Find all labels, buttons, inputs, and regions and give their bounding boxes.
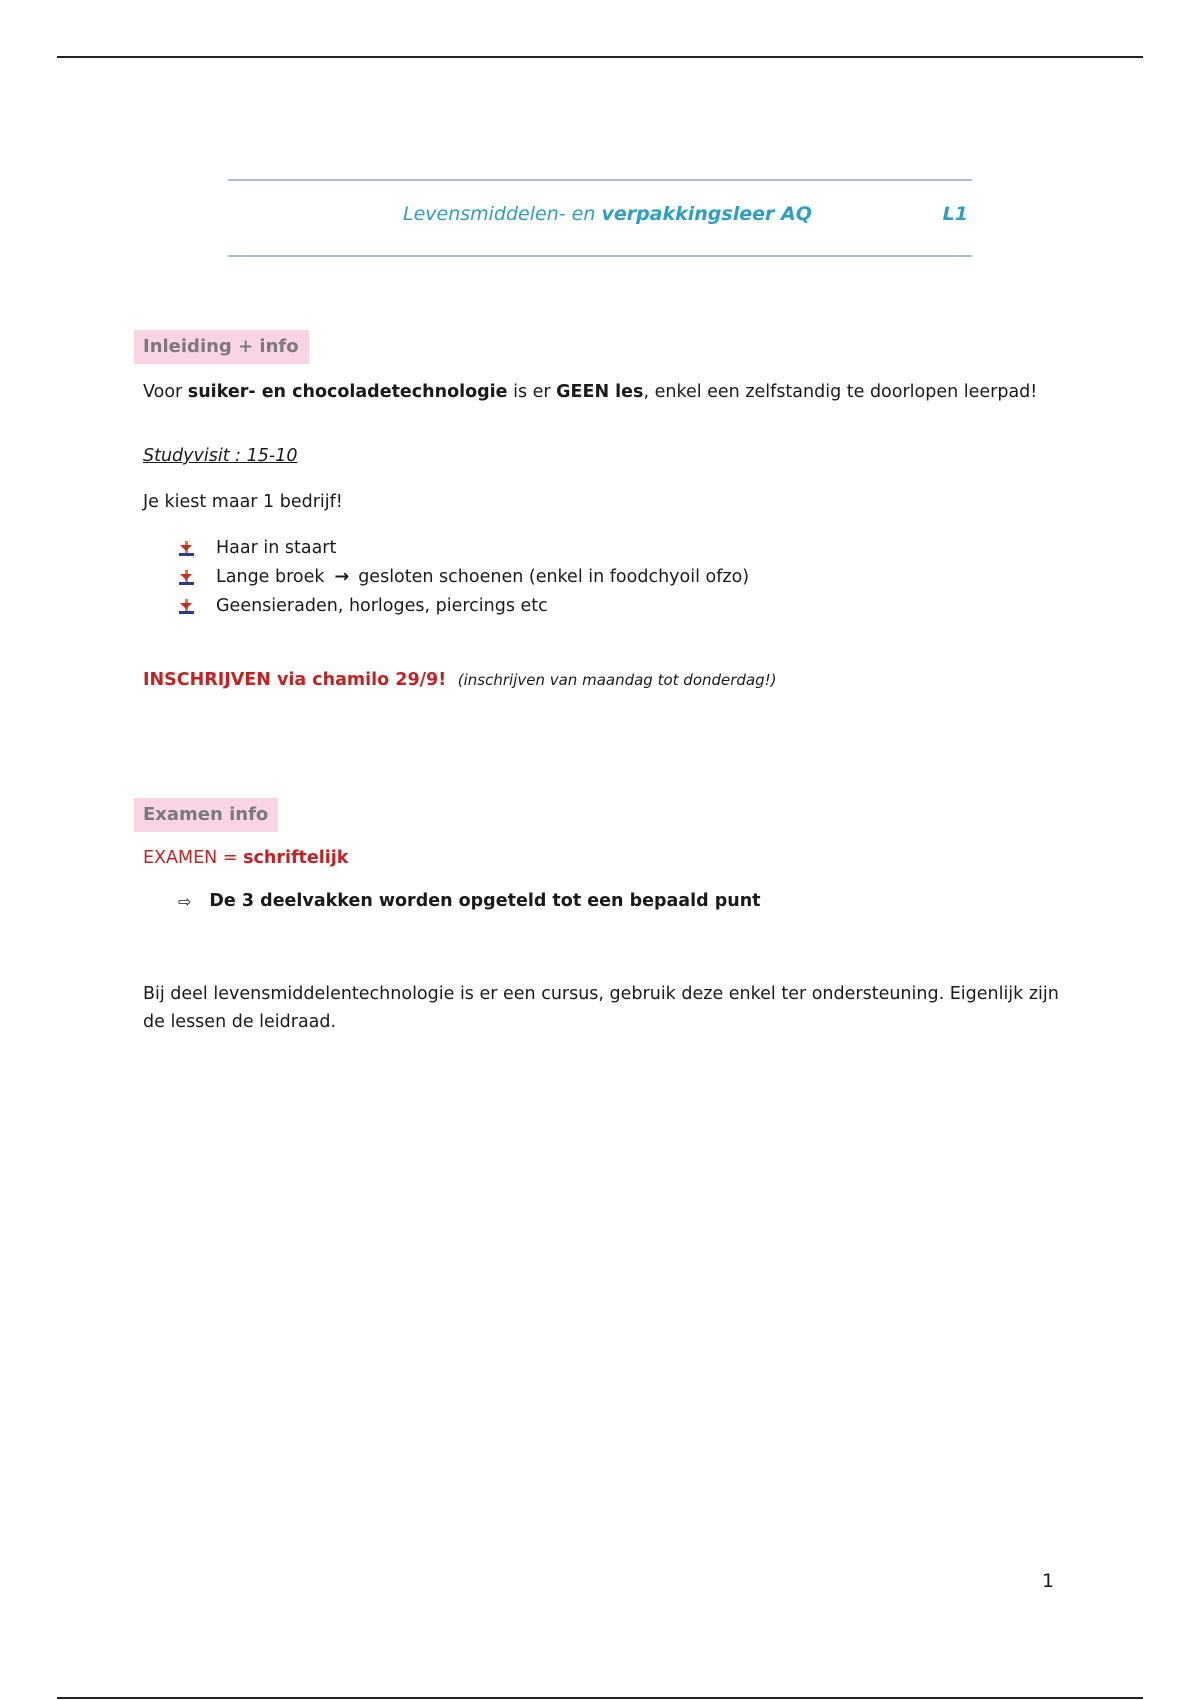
- exam-value: schriftelijk: [243, 848, 349, 868]
- list-item: [178, 591, 749, 620]
- signup-notice: [143, 670, 777, 690]
- choose-company-text: Je kiest maar 1 bedrijf!: [143, 492, 343, 512]
- course-paragraph-line: de lessen de leidraad.: [143, 1012, 337, 1032]
- title-prefix: Levensmiddelen- en: [403, 203, 602, 225]
- studyvisit-heading: Studyvisit : 15-10: [143, 446, 298, 466]
- intro-text-1: Voor: [143, 382, 188, 402]
- hollow-arrow-icon: ⇨: [178, 891, 192, 911]
- intro-paragraph: [143, 378, 1037, 406]
- document-title-box: [228, 179, 972, 257]
- list-item-text: Lange broek: [216, 566, 325, 587]
- intro-text-3: , enkel een zelfstandig te doorlopen leerpad!: [643, 382, 1038, 402]
- document-title: [403, 203, 812, 225]
- title-bold: verpakkingsleer AQ: [601, 203, 812, 225]
- intro-text-2: is er: [507, 382, 557, 402]
- exam-sub-point: [178, 891, 761, 911]
- intro-bold-1: suiker- en chocoladetechnologie: [187, 382, 508, 402]
- right-arrow-icon: →: [334, 566, 350, 587]
- dress-code-list: [178, 533, 749, 620]
- course-paragraph-line: Bij deel levensmiddelentechnologie is er een cursus, gebruik deze enkel ter ondersteuning. Eigenlijk zijn: [143, 984, 1059, 1004]
- footer-rule: [57, 1697, 1143, 1699]
- signup-bold: INSCHRIJVEN via chamilo 29/9!: [143, 670, 447, 690]
- bullet-icon: [178, 539, 196, 557]
- course-paragraph: [143, 980, 1059, 1036]
- section-heading-exam: Examen info: [134, 798, 278, 832]
- list-item: [178, 533, 749, 562]
- bullet-icon: [178, 568, 196, 586]
- sub-point-text: De 3 deelvakken worden opgeteld tot een bepaald punt: [209, 891, 761, 911]
- list-item-text: Haar in staart: [216, 537, 337, 558]
- header-rule: [57, 56, 1143, 58]
- intro-bold-2: GEEN les: [556, 382, 644, 402]
- list-item-text: gesloten schoenen (enkel in foodchyoil ofzo): [358, 566, 750, 587]
- signup-note: (inschrijven van maandag tot donderdag!): [457, 671, 777, 689]
- list-item-text: Geensieraden, horloges, piercings etc: [216, 595, 548, 616]
- list-item: [178, 562, 749, 591]
- exam-type: [143, 848, 348, 868]
- page-number: 1: [1042, 1570, 1055, 1592]
- bullet-icon: [178, 597, 196, 615]
- section-heading-intro: Inleiding + info: [134, 330, 309, 364]
- lesson-code: L1: [942, 203, 968, 225]
- exam-label: EXAMEN =: [143, 848, 244, 868]
